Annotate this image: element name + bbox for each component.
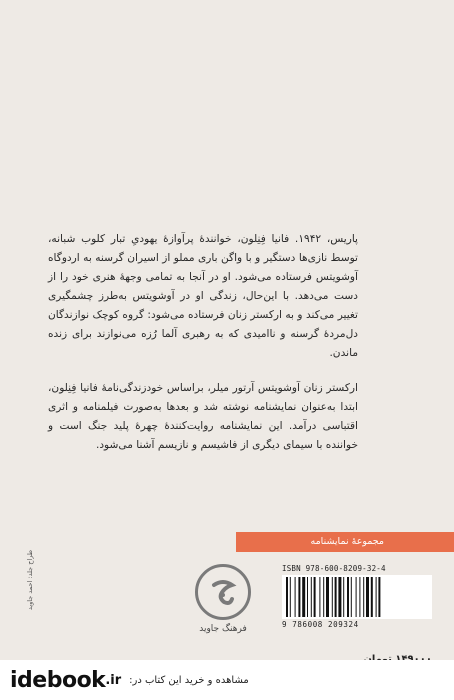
watermark-banner[interactable] [0, 660, 454, 700]
publisher-block [186, 564, 260, 634]
watermark-tagline: مشاهده و خرید این کتاب در: [129, 674, 249, 686]
designer-credit [24, 540, 36, 620]
blurb-text [48, 230, 358, 455]
publisher-name: فرهنگ جاوید [199, 624, 247, 634]
barcode-bars [282, 575, 432, 619]
publisher-logo-glyph [206, 575, 240, 609]
isbn-block [282, 564, 432, 629]
watermark-logo[interactable] [10, 668, 121, 693]
blurb-paragraph-1: پاریس، ۱۹۴۲. فانیا فِنِلون، خوانندهٔ پرآوازهٔ یهودیِ تبار کلوب شبانه، توسط نازی‌ها دستگیر و با واگن باری مملو از اسیران گرسنه به اردوگاه آوشویتس فرستاده می‌شود. او در آنجا به تمامی وجههٔ هنری خود را از دست می‌دهد. با این‌حال، زندگی او در آوشویتس به‌طرز چشمگیری تغییر می‌کند و به ارکستر زنان فرستاده می‌شود: گروه کوچک نوازندگان دل‌مردهٔ گرسنه و ناامیدی که به رهبری آلما رُزه می‌نوازند برای زنده ماندن. [48, 233, 358, 359]
watermark-brand: idebook [10, 667, 106, 693]
isbn-label: ISBN 978-600-8209-32-4 [282, 564, 386, 573]
designer-credit-text: طراح جلد: احمد جاوید [26, 549, 34, 611]
publisher-logo-icon [195, 564, 251, 620]
series-label-bar: مجموعهٔ نمایشنامه [236, 532, 454, 552]
blurb-paragraph-2: ارکستر زنان آوشویتس آرتور میلر، براساس خودزندگی‌نامهٔ فانیا فِنِلون، ابتدا به‌عنوان نمایشنامه نوشته شد و بعدها به‌صورت فیلمنامه و اثری اقتباسی درآمد. این نمایشنامه روایت‌کنندهٔ چهرهٔ پلید جنگ است و خواننده با سیمای دیگری از فاشیسم و نازیسم آشنا می‌شود. [48, 382, 358, 451]
watermark-tld: .ir [105, 672, 122, 688]
barcode [282, 575, 432, 619]
barcode-digits: 9 786008 209324 [282, 620, 359, 629]
